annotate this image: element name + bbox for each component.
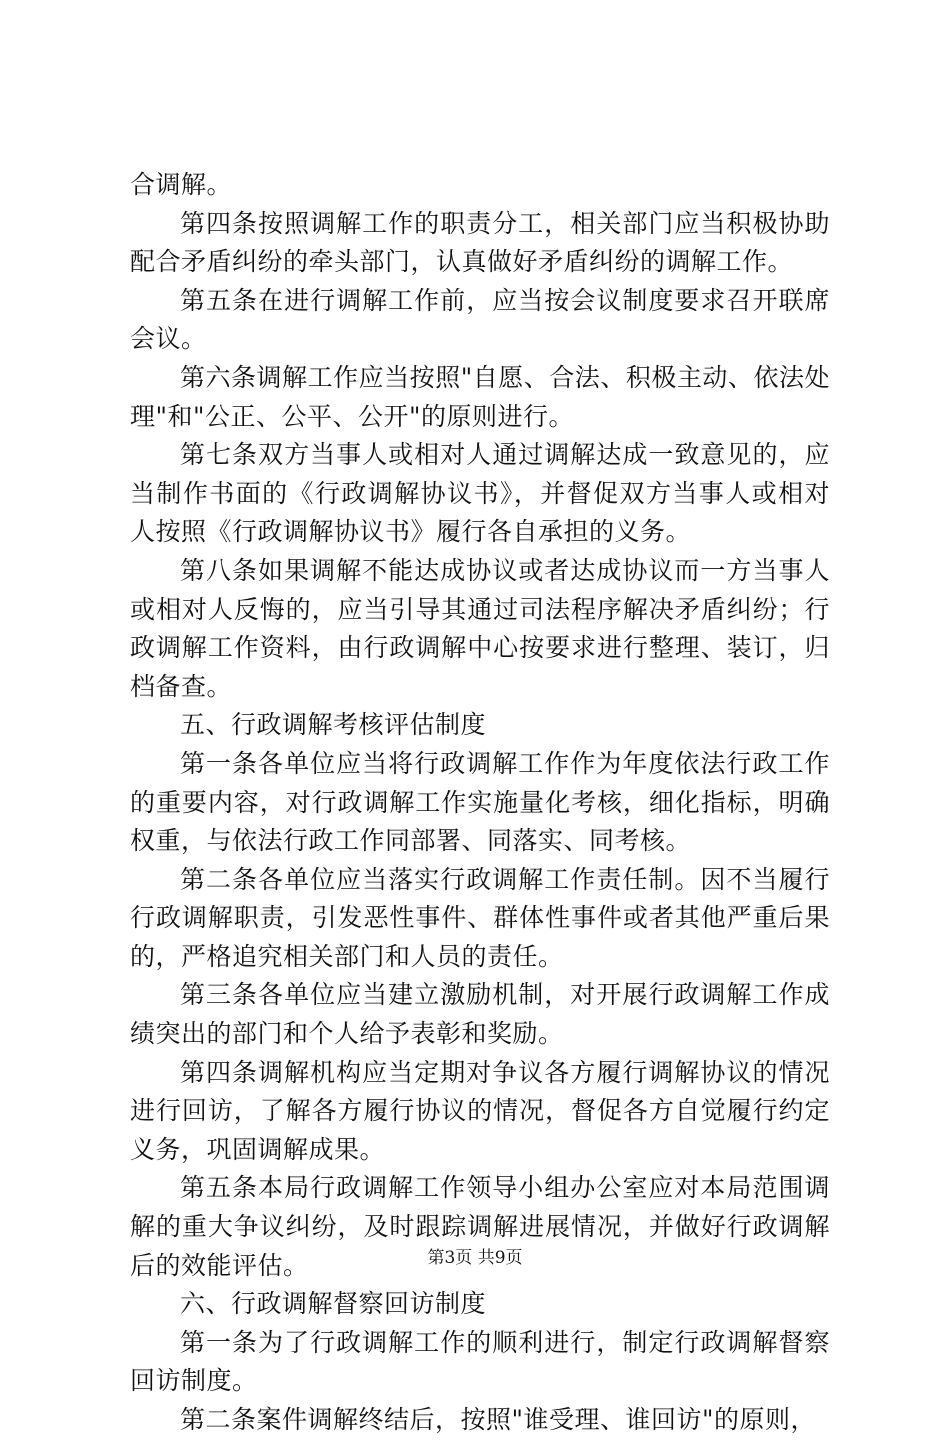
paragraph-supervision-article-1: 第一条为了行政调解工作的顺利进行，制定行政调解督察回访制度。 bbox=[130, 1327, 830, 1396]
paragraph-assessment-article-1: 第一条各单位应当将行政调解工作作为年度依法行政工作的重要内容，对行政调解工作实施量化考核，细化指标，明确权重，与依法行政工作同部署、同落实、同考核。 bbox=[130, 748, 830, 856]
paragraph-supervision-article-2: 第二条案件调解终结后，按照"谁受理、谁回访"的原则， bbox=[180, 1405, 817, 1434]
page-footer: 第3页 共9页 bbox=[427, 1248, 523, 1268]
paragraph-article-5-joint-meeting: 第五条在进行调解工作前，应当按会议制度要求召开联席会议。 bbox=[130, 285, 830, 354]
paragraph-article-4-coordination: 第四条按照调解工作的职责分工，相关部门应当积极协助配合矛盾纠纷的牵头部门，认真做好矛盾纠纷的调解工作。 bbox=[130, 208, 830, 277]
paragraph-article-6-principles: 第六条调解工作应当按照"自愿、合法、积极主动、依法处理"和"公正、公平、公开"的原则进行。 bbox=[130, 362, 830, 431]
paragraph-continuation: 合调解。 bbox=[130, 170, 233, 199]
paragraph-article-8-judicial: 第八条如果调解不能达成协议或者达成协议而一方当事人或相对人反悔的，应当引导其通过司法程序解决矛盾纠纷；行政调解工作资料，由行政调解中心按要求进行整理、装订，归档备查。 bbox=[130, 555, 830, 701]
paragraph-assessment-article-3: 第三条各单位应当建立激励机制，对开展行政调解工作成绩突出的部门和个人给予表彰和奖励。 bbox=[130, 980, 830, 1049]
section-heading-assessment: 五、行政调解考核评估制度 bbox=[180, 710, 487, 740]
section-heading-supervision: 六、行政调解督察回访制度 bbox=[180, 1289, 487, 1319]
paragraph-assessment-article-4: 第四条调解机构应当定期对争议各方履行调解协议的情况进行回访，了解各方履行协议的情况，督促各方自觉履行约定义务，巩固调解成果。 bbox=[130, 1057, 830, 1164]
paragraph-article-7-agreement: 第七条双方当事人或相对人通过调解达成一致意见的，应当制作书面的《行政调解协议书》，并督促双方当事人或相对人按照《行政调解协议书》履行各自承担的义务。 bbox=[130, 440, 830, 547]
paragraph-assessment-article-5: 第五条本局行政调解工作领导小组办公室应对本局范围调解的重大争议纠纷，及时跟踪调解进展情况，并做好行政调解后的效能评估。 bbox=[130, 1173, 830, 1280]
paragraph-assessment-article-2: 第二条各单位应当落实行政调解工作责任制。因不当履行行政调解职责，引发恶性事件、群体性事件或者其他严重后果的，严格追究相关部门和人员的责任。 bbox=[130, 864, 830, 971]
